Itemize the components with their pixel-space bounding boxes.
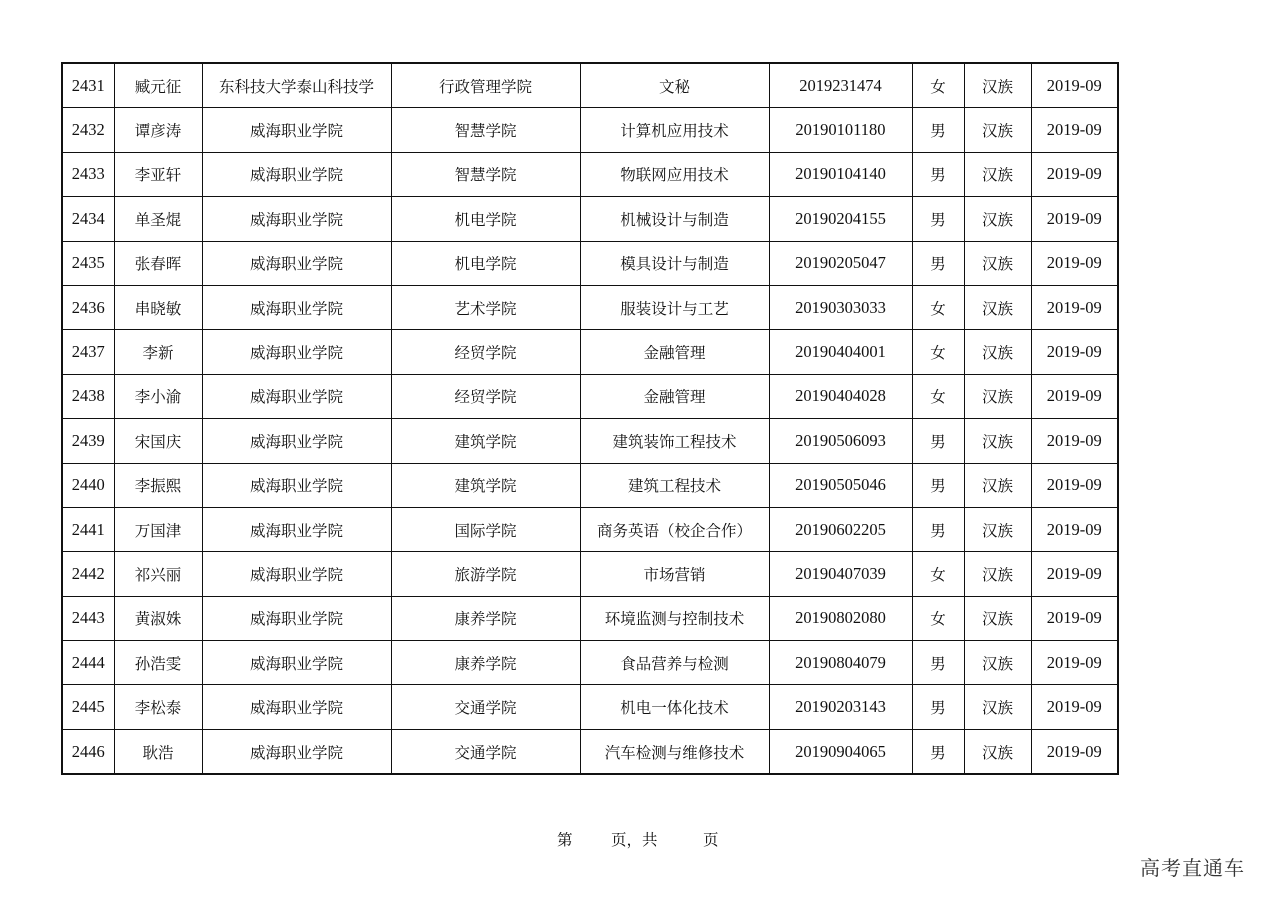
major-name-cell: 文秘 bbox=[580, 63, 769, 108]
student-name-cell: 谭彦涛 bbox=[114, 108, 202, 152]
gender-cell: 女 bbox=[912, 596, 964, 640]
major-name-cell: 建筑装饰工程技术 bbox=[580, 419, 769, 463]
gender-cell: 男 bbox=[912, 685, 964, 729]
row-index-cell: 2439 bbox=[62, 419, 114, 463]
row-index-cell: 2435 bbox=[62, 241, 114, 285]
table-row bbox=[62, 63, 1118, 108]
student-id-cell: 20190203143 bbox=[769, 685, 912, 729]
college-name-cell: 机电学院 bbox=[391, 241, 580, 285]
school-name-cell: 威海职业学院 bbox=[202, 197, 391, 241]
student-id-cell: 20190407039 bbox=[769, 552, 912, 596]
page-footer bbox=[0, 828, 1280, 850]
enrollment-date-cell: 2019-09 bbox=[1031, 63, 1118, 108]
college-name-cell: 智慧学院 bbox=[391, 108, 580, 152]
table-row bbox=[62, 197, 1118, 241]
college-name-cell: 经贸学院 bbox=[391, 330, 580, 374]
student-name-cell: 宋国庆 bbox=[114, 419, 202, 463]
table-row bbox=[62, 507, 1118, 551]
student-name-cell: 万国津 bbox=[114, 507, 202, 551]
enrollment-date-cell: 2019-09 bbox=[1031, 197, 1118, 241]
table-row bbox=[62, 374, 1118, 418]
school-name-cell: 威海职业学院 bbox=[202, 729, 391, 774]
row-index-cell: 2436 bbox=[62, 285, 114, 329]
table-row bbox=[62, 241, 1118, 285]
roster-body bbox=[62, 63, 1118, 774]
student-id-cell: 20190505046 bbox=[769, 463, 912, 507]
student-id-cell: 20190104140 bbox=[769, 152, 912, 196]
watermark: 高考直通车 bbox=[1140, 856, 1245, 880]
student-name-cell: 李松泰 bbox=[114, 685, 202, 729]
student-name-cell: 耿浩 bbox=[114, 729, 202, 774]
school-name-cell: 威海职业学院 bbox=[202, 596, 391, 640]
gender-cell: 女 bbox=[912, 63, 964, 108]
gender-cell: 男 bbox=[912, 463, 964, 507]
school-name-cell: 威海职业学院 bbox=[202, 419, 391, 463]
enrollment-date-cell: 2019-09 bbox=[1031, 685, 1118, 729]
college-name-cell: 交通学院 bbox=[391, 729, 580, 774]
table-row bbox=[62, 463, 1118, 507]
table-row bbox=[62, 596, 1118, 640]
enrollment-date-cell: 2019-09 bbox=[1031, 596, 1118, 640]
college-name-cell: 艺术学院 bbox=[391, 285, 580, 329]
major-name-cell: 模具设计与制造 bbox=[580, 241, 769, 285]
gender-cell: 女 bbox=[912, 552, 964, 596]
ethnicity-cell: 汉族 bbox=[964, 685, 1031, 729]
ethnicity-cell: 汉族 bbox=[964, 419, 1031, 463]
student-name-cell: 李新 bbox=[114, 330, 202, 374]
student-id-cell: 20190802080 bbox=[769, 596, 912, 640]
student-id-cell: 20190404001 bbox=[769, 330, 912, 374]
table-row bbox=[62, 108, 1118, 152]
ethnicity-cell: 汉族 bbox=[964, 285, 1031, 329]
student-id-cell: 20190205047 bbox=[769, 241, 912, 285]
ethnicity-cell: 汉族 bbox=[964, 63, 1031, 108]
major-name-cell: 计算机应用技术 bbox=[580, 108, 769, 152]
major-name-cell: 物联网应用技术 bbox=[580, 152, 769, 196]
row-index-cell: 2442 bbox=[62, 552, 114, 596]
major-name-cell: 服装设计与工艺 bbox=[580, 285, 769, 329]
enrollment-date-cell: 2019-09 bbox=[1031, 285, 1118, 329]
gender-cell: 男 bbox=[912, 108, 964, 152]
ethnicity-cell: 汉族 bbox=[964, 241, 1031, 285]
major-name-cell: 机电一体化技术 bbox=[580, 685, 769, 729]
student-name-cell: 黄淑姝 bbox=[114, 596, 202, 640]
ethnicity-cell: 汉族 bbox=[964, 641, 1031, 685]
gender-cell: 男 bbox=[912, 241, 964, 285]
table-row bbox=[62, 552, 1118, 596]
student-id-cell: 20190303033 bbox=[769, 285, 912, 329]
ethnicity-cell: 汉族 bbox=[964, 463, 1031, 507]
college-name-cell: 机电学院 bbox=[391, 197, 580, 241]
school-name-cell: 威海职业学院 bbox=[202, 108, 391, 152]
school-name-cell: 威海职业学院 bbox=[202, 641, 391, 685]
row-index-cell: 2434 bbox=[62, 197, 114, 241]
gender-cell: 男 bbox=[912, 419, 964, 463]
school-name-cell: 威海职业学院 bbox=[202, 330, 391, 374]
student-name-cell: 臧元征 bbox=[114, 63, 202, 108]
gender-cell: 男 bbox=[912, 507, 964, 551]
row-index-cell: 2441 bbox=[62, 507, 114, 551]
ethnicity-cell: 汉族 bbox=[964, 552, 1031, 596]
enrollment-date-cell: 2019-09 bbox=[1031, 330, 1118, 374]
enrollment-date-cell: 2019-09 bbox=[1031, 419, 1118, 463]
major-name-cell: 汽车检测与维修技术 bbox=[580, 729, 769, 774]
major-name-cell: 金融管理 bbox=[580, 374, 769, 418]
ethnicity-cell: 汉族 bbox=[964, 507, 1031, 551]
major-name-cell: 商务英语（校企合作） bbox=[580, 507, 769, 551]
college-name-cell: 建筑学院 bbox=[391, 463, 580, 507]
ethnicity-cell: 汉族 bbox=[964, 152, 1031, 196]
student-id-cell: 20190404028 bbox=[769, 374, 912, 418]
gender-cell: 女 bbox=[912, 285, 964, 329]
student-id-cell: 2019231474 bbox=[769, 63, 912, 108]
enrollment-date-cell: 2019-09 bbox=[1031, 152, 1118, 196]
table-row bbox=[62, 152, 1118, 196]
table-row bbox=[62, 330, 1118, 374]
enrollment-date-cell: 2019-09 bbox=[1031, 108, 1118, 152]
row-index-cell: 2445 bbox=[62, 685, 114, 729]
student-name-cell: 李亚轩 bbox=[114, 152, 202, 196]
student-id-cell: 20190204155 bbox=[769, 197, 912, 241]
student-id-cell: 20190602205 bbox=[769, 507, 912, 551]
school-name-cell: 威海职业学院 bbox=[202, 152, 391, 196]
major-name-cell: 机械设计与制造 bbox=[580, 197, 769, 241]
table-row bbox=[62, 419, 1118, 463]
page-number-suffix: 页 bbox=[703, 831, 719, 849]
table-row bbox=[62, 285, 1118, 329]
enrollment-date-cell: 2019-09 bbox=[1031, 729, 1118, 774]
enrollment-date-cell: 2019-09 bbox=[1031, 552, 1118, 596]
gender-cell: 男 bbox=[912, 641, 964, 685]
major-name-cell: 食品营养与检测 bbox=[580, 641, 769, 685]
major-name-cell: 环境监测与控制技术 bbox=[580, 596, 769, 640]
college-name-cell: 经贸学院 bbox=[391, 374, 580, 418]
page-number-middle: 页，共 bbox=[611, 831, 658, 849]
student-name-cell: 李小渝 bbox=[114, 374, 202, 418]
school-name-cell: 威海职业学院 bbox=[202, 374, 391, 418]
student-name-cell: 张春晖 bbox=[114, 241, 202, 285]
ethnicity-cell: 汉族 bbox=[964, 330, 1031, 374]
gender-cell: 男 bbox=[912, 152, 964, 196]
student-id-cell: 20190904065 bbox=[769, 729, 912, 774]
student-name-cell: 祁兴丽 bbox=[114, 552, 202, 596]
enrollment-date-cell: 2019-09 bbox=[1031, 374, 1118, 418]
row-index-cell: 2431 bbox=[62, 63, 114, 108]
college-name-cell: 旅游学院 bbox=[391, 552, 580, 596]
school-name-cell: 威海职业学院 bbox=[202, 685, 391, 729]
row-index-cell: 2438 bbox=[62, 374, 114, 418]
row-index-cell: 2443 bbox=[62, 596, 114, 640]
enrollment-date-cell: 2019-09 bbox=[1031, 241, 1118, 285]
major-name-cell: 建筑工程技术 bbox=[580, 463, 769, 507]
college-name-cell: 国际学院 bbox=[391, 507, 580, 551]
school-name-cell: 威海职业学院 bbox=[202, 552, 391, 596]
table-row bbox=[62, 641, 1118, 685]
table-row bbox=[62, 729, 1118, 774]
ethnicity-cell: 汉族 bbox=[964, 197, 1031, 241]
major-name-cell: 市场营销 bbox=[580, 552, 769, 596]
gender-cell: 男 bbox=[912, 197, 964, 241]
student-id-cell: 20190804079 bbox=[769, 641, 912, 685]
school-name-cell: 威海职业学院 bbox=[202, 285, 391, 329]
gender-cell: 男 bbox=[912, 729, 964, 774]
college-name-cell: 康养学院 bbox=[391, 596, 580, 640]
school-name-cell: 威海职业学院 bbox=[202, 241, 391, 285]
row-index-cell: 2433 bbox=[62, 152, 114, 196]
table-row bbox=[62, 685, 1118, 729]
school-name-cell: 威海职业学院 bbox=[202, 463, 391, 507]
student-name-cell: 李振熙 bbox=[114, 463, 202, 507]
college-name-cell: 行政管理学院 bbox=[391, 63, 580, 108]
row-index-cell: 2432 bbox=[62, 108, 114, 152]
enrollment-date-cell: 2019-09 bbox=[1031, 463, 1118, 507]
school-name-cell: 东科技大学泰山科技学 bbox=[202, 63, 391, 108]
page-number-prefix: 第 bbox=[557, 831, 573, 849]
row-index-cell: 2440 bbox=[62, 463, 114, 507]
student-roster-table bbox=[61, 62, 1119, 775]
ethnicity-cell: 汉族 bbox=[964, 374, 1031, 418]
student-id-cell: 20190506093 bbox=[769, 419, 912, 463]
row-index-cell: 2444 bbox=[62, 641, 114, 685]
college-name-cell: 智慧学院 bbox=[391, 152, 580, 196]
ethnicity-cell: 汉族 bbox=[964, 729, 1031, 774]
gender-cell: 女 bbox=[912, 374, 964, 418]
student-name-cell: 单圣焜 bbox=[114, 197, 202, 241]
major-name-cell: 金融管理 bbox=[580, 330, 769, 374]
school-name-cell: 威海职业学院 bbox=[202, 507, 391, 551]
college-name-cell: 交通学院 bbox=[391, 685, 580, 729]
gender-cell: 女 bbox=[912, 330, 964, 374]
enrollment-date-cell: 2019-09 bbox=[1031, 641, 1118, 685]
row-index-cell: 2446 bbox=[62, 729, 114, 774]
student-name-cell: 串晓敏 bbox=[114, 285, 202, 329]
ethnicity-cell: 汉族 bbox=[964, 108, 1031, 152]
row-index-cell: 2437 bbox=[62, 330, 114, 374]
ethnicity-cell: 汉族 bbox=[964, 596, 1031, 640]
student-id-cell: 20190101180 bbox=[769, 108, 912, 152]
college-name-cell: 建筑学院 bbox=[391, 419, 580, 463]
enrollment-date-cell: 2019-09 bbox=[1031, 507, 1118, 551]
college-name-cell: 康养学院 bbox=[391, 641, 580, 685]
student-name-cell: 孙浩雯 bbox=[114, 641, 202, 685]
